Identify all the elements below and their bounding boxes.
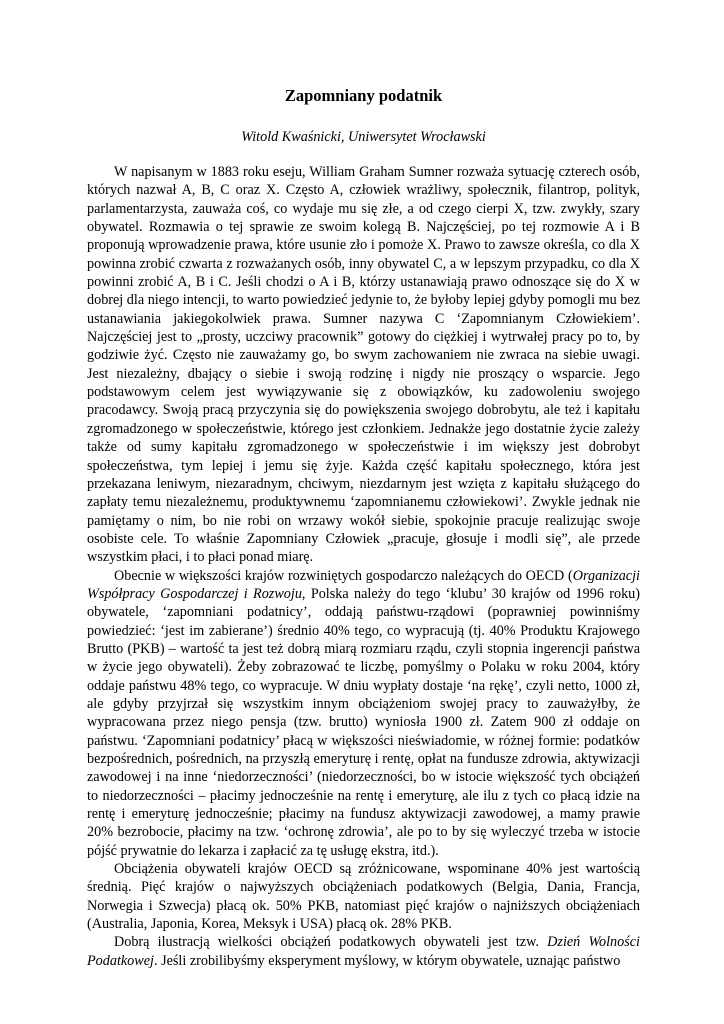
paragraph-4-rest: . Jeśli zrobilibyśmy eksperyment myślowy, w którym obywatele, uznając państwo: [153, 952, 621, 969]
tax-freedom-day-term: Dzień Wolności Podatkowej: [87, 934, 640, 969]
paragraph-4-start: Dobrą ilustracją wielkości obciążeń podatkowych obywateli jest tzw.: [114, 934, 548, 951]
paragraph-1: W napisanym w 1883 roku eseju, William Graham Sumner rozważa sytuację czterech osób, których nazwał A, B, C oraz X. Często A, człowiek wrażliwy, społecznik, filantrop, polityk, parlamentarzysta, zauważa coś, co wydaje mu się złe, a od czego cierpi X, tzw. zwykły, szary obywatel. Rozmawia o tej sprawie ze swoim kolegą B. Najczęściej, po tej rozmowie A i B proponują wprowadzenie prawa, które usunie zło i pomoże X. Prawo to zawsze określa, co dla X powinna zrobić czwarta z rozważanych osób, inny obywatel C, a w lepszym przypadku, co dla X powinni zrobić A, B i C. Jeśli chodzi o A i B, którzy ustanawiają prawo odnoszące się do X w dobrej dla niego intencji, to warto powiedzieć jedynie to, że byłoby lepiej gdyby pomogli mu bez ustanawiania jakiegokolwiek prawa. Sumner nazywa C ‘Zapomnianym Człowiekiem’. Najczęściej jest to „prosty, uczciwy pracownik” gotowy do ciężkiej i wytrwałej pracy po to, by godziwie żyć. Często nie zauważamy go, bo swym zachowaniem nie zwraca na siebie uwagi. Jest niezależny, dbający o siebie i swoją rodzinę i nigdy nie proszący o wsparcie. Jego podstawowym celem jest wywiązywanie się z obowiązków, ku zadowoleniu swojego pracodawcy. Swoją pracą przyczynia się do powiększenia swojego dobrobytu, ale też i kapitału zgromadzonego w społeczeństwie, którego jest członkiem. Jednakże jego dostatnie życie zależy także od sumy kapitału zgromadzonego w społeczeństwie i im większy jest dobrobyt społeczeństwa, tym lepiej i jemu się żyje. Każda część kapitału społecznego, która jest przekazana leniwym, niezaradnym, chciwym, niezdarnym jest wzięta z kapitału służącego do zapłaty temu niezależnemu, produktywnemu ‘zapomnianemu człowiekowi’. Zwykle jednak nie pamiętamy o nim, bo nie robi on wrzawy wokół siebie, spokojnie pracuje realizując swoje osobiste cele. To właśnie Zapomniany Człowiek „pracuje, głosuje i modli się”, ale przede wszystkim płaci, i to płaci ponad miarę.: [87, 164, 640, 566]
paragraph-2-start: Obecnie w większości krajów rozwiniętych gospodarczo należących do OECD (: [114, 567, 573, 584]
paragraph-2: [87, 567, 640, 861]
document-author: Witold Kwaśnicki, Uniwersytet Wrocławski: [241, 129, 486, 145]
paragraph-4: [87, 933, 640, 970]
paragraph-2-rest: , Polska należy do tego ‘klubu’ 30 krajów od 1996 roku) obywatele, ‘zapomniani podatnicy’, oddają państwu-rządowi (poprawniej powinniśmy powiedzieć: ‘jest im zabierane’) średnio 40% tego, co wypracują (tj. 40% Produktu Krajowego Brutto (PKB) – wartość ta jest też dobrą miarą rozmiaru rządu, czyli stopnia ingerencji państwa w życie jego obywateli). Żeby zobrazować te liczbę, pomyślmy o Polaku w roku 2004, który oddaje państwu 48% tego, co wypracuje. W dniu wypłaty dostaje ‘na rękę’, czyli netto, 1000 zł, ale gdyby przyjrzał się wszystkim innym obciążeniom swojej pracy to zauważyłby, że wypracowana przez niego pensja (tzw. brutto) wyniosła 1900 zł. Zatem 900 zł oddaje on państwu. ‘Zapomniani podatnicy’ płacą w większości nieświadomie, w różnej formie: podatków bezpośrednich, pośrednich, na przyszłą emeryturę i rentę, opłat na fundusze zdrowia, aktywizacji zawodowej i na inne ‘niedorzeczności’ (niedorzeczności, bo w istocie większość tych obciążeń to niedorzeczności – płacimy jednocześnie na rentę i emeryturę, ale ilu z tych co płacą idzie na rentę i emeryturę jednocześnie; płacimy na fundusz aktywizacji zawodowej, a mamy prawie 20% bezrobocie, płacimy na tzw. ‘ochronę zdrowia’, ale po to by się wyleczyć trzeba w istocie pójść prywatnie do lekarza i zapłacić za tę usługę ekstra, itd.).: [87, 585, 641, 859]
oecd-full-name: Organizacji Współpracy Gospodarczej i Rozwoju: [87, 567, 640, 602]
document-body: [87, 163, 640, 970]
paragraph-3: Obciążenia obywateli krajów OECD są zróżnicowane, wspominane 40% jest wartością średnią. Pięć krajów o najwyższych obciążeniach podatkowych (Belgia, Dania, Francja, Norwegia i Szwecja) płacą ok. 50% PKB, natomiast pięć krajów o najniższych obciążeniach (Australia, Japonia, Korea, Meksyk i USA) płacą ok. 28% PKB.: [87, 861, 640, 933]
document-title: Zapomniany podatnik: [284, 86, 443, 105]
